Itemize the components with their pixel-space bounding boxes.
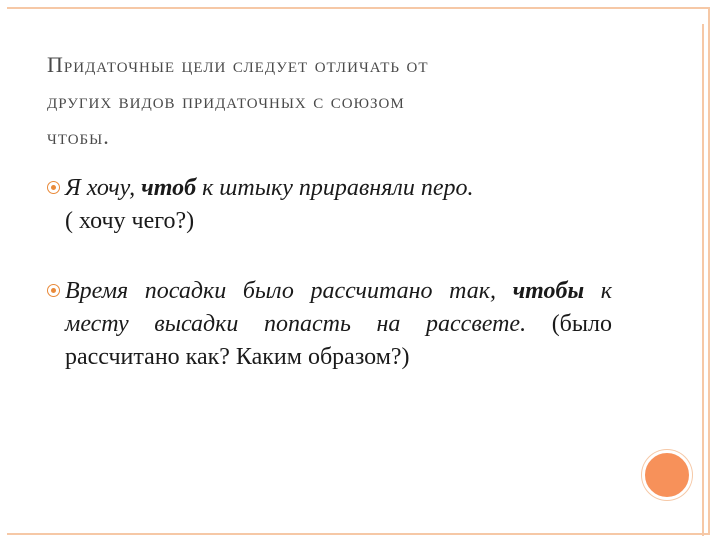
decorative-circle [642,450,692,500]
example-sentence [65,278,612,370]
title-line-1: Придаточные цели следует отличать от [47,52,429,77]
sentence-part: Время посадки было рассчитано так, [65,278,513,304]
example-sentence [65,175,473,234]
bullet-list [47,172,612,411]
title-line-2: других видов придаточных с союзом [47,88,405,113]
bullet-item-2 [47,275,612,374]
title-line-3: чтобы. [47,124,110,149]
conjunction: чтобы [512,278,585,304]
bullet-circle-icon [47,284,60,297]
bullet-item-1 [47,172,612,238]
sentence-part: к штыку приравняли перо. [196,175,474,201]
slide-title [47,47,617,155]
question-note: ( хочу чего?) [65,208,195,234]
sentence-part: к месту высадки попасть на рассвете. [65,278,612,337]
bullet-circle-icon [47,181,60,194]
sentence-part: Я хочу, [65,175,142,201]
question-note: (было рассчитано как? Каким образом?) [65,311,612,370]
conjunction: чтоб [141,175,197,201]
